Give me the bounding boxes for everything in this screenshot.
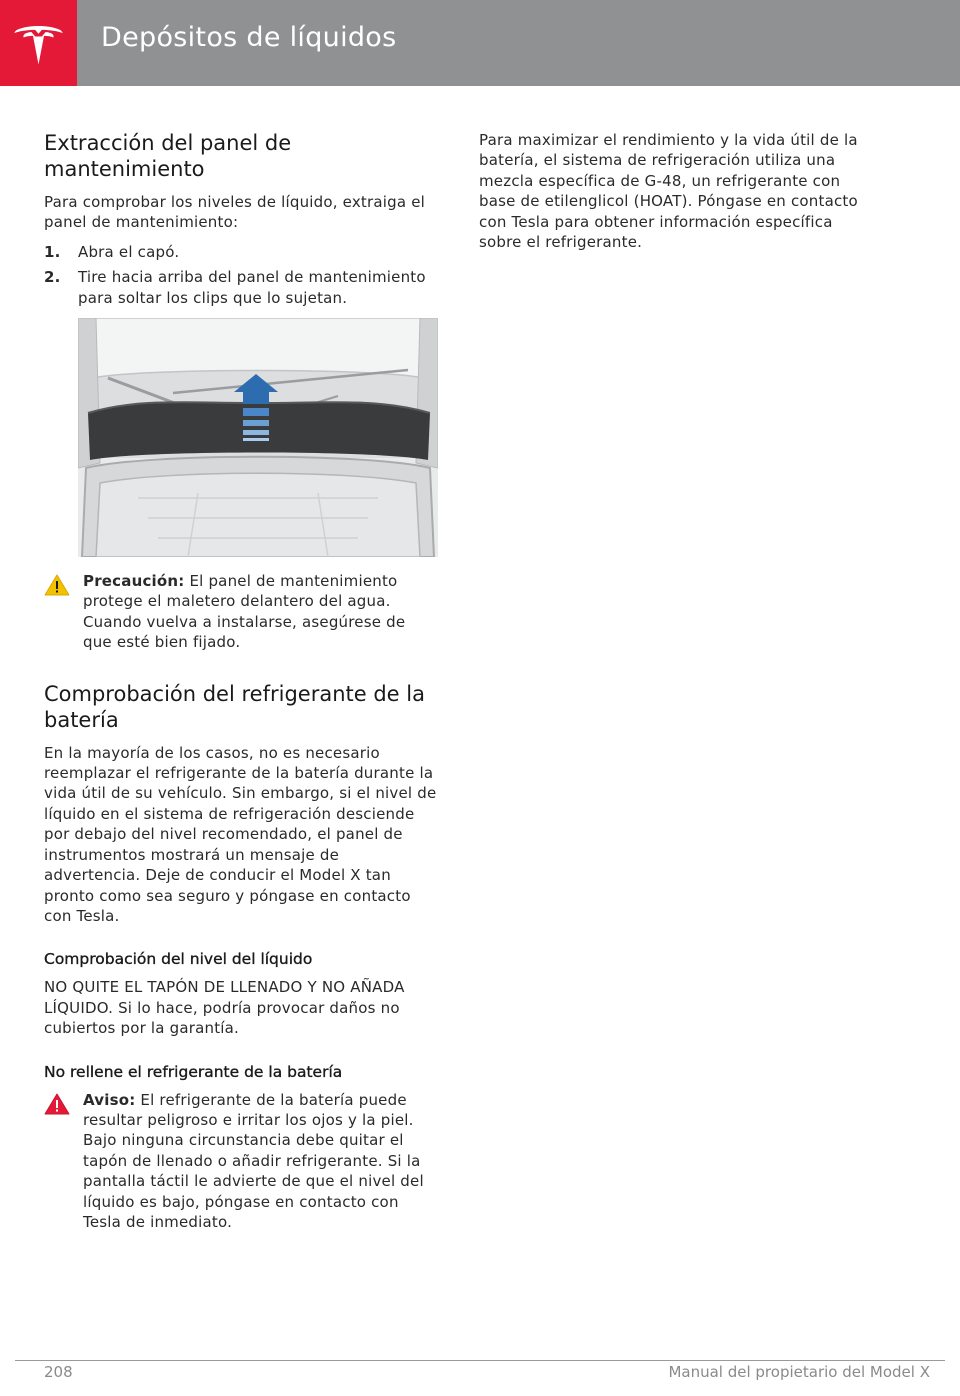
tesla-logo-icon <box>11 15 66 70</box>
caution-triangle-icon <box>44 574 70 596</box>
list-item <box>44 242 439 262</box>
logo-box <box>0 0 77 86</box>
step-number: 1. <box>44 242 61 261</box>
caution-label: Precaución: <box>83 572 185 591</box>
page-number: 208 <box>44 1363 73 1381</box>
left-column <box>44 130 439 1232</box>
frunk-illustration <box>78 318 438 557</box>
step-number: 2. <box>44 268 61 287</box>
section-title-service-panel: Extracción del panel de mantenimiento <box>44 131 292 181</box>
step-text: Tire hacia arriba del panel de mantenimiento para soltar los clips que lo sujetan. <box>78 268 426 307</box>
subsection-body: NO QUITE EL TAPÓN DE LLENADO Y NO AÑADA LÍQUIDO. Si lo hace, podría provocar daños no cubiertos por la garantía. <box>44 978 405 1038</box>
warning-note <box>44 1090 439 1233</box>
warning-label: Aviso: <box>83 1090 136 1109</box>
right-column <box>479 130 879 252</box>
list-item <box>44 267 439 308</box>
page-header <box>0 0 960 86</box>
caution-text: Precaución: El panel de mantenimiento protege el maletero delantero del agua. Cuando vuelva a instalarse, asegúrese de que esté bien fijado. <box>83 572 406 652</box>
steps-list <box>44 242 439 308</box>
page-title: Depósitos de líquidos <box>101 22 397 53</box>
caution-note <box>44 571 439 653</box>
footer-divider <box>15 1360 945 1361</box>
subsection-title-fluid-level: Comprobación del nivel del líquido <box>44 950 313 969</box>
subsection-title-do-not-refill: No rellene el refrigerante de la batería <box>44 1062 343 1081</box>
section-body: En la mayoría de los casos, no es necesario reemplazar el refrigerante de la batería durante la vida útil de su vehículo. Sin embargo, si el nivel de líquido en el sistema de refrigeración desciende por debajo del nivel recomendado, el panel de instrumentos mostrará un mensaje de advertencia. Deje de conducir el Model X tan pronto como sea seguro y póngase en contacto con Tesla. <box>44 743 437 925</box>
warning-triangle-icon <box>44 1093 70 1115</box>
section-intro: Para comprobar los niveles de líquido, extraiga el panel de mantenimiento: <box>44 193 426 232</box>
manual-title: Manual del propietario del Model X <box>668 1363 930 1381</box>
service-panel-illustration <box>78 318 438 557</box>
step-text: Abra el capó. <box>78 242 180 261</box>
warning-text: Aviso: El refrigerante de la batería puede resultar peligroso e irritar los ojos y la piel. Bajo ninguna circunstancia debe quitar el tapón de llenado o añadir refrigerante. Si la pantalla táctil le advierte de que el nivel del líquido es bajo, póngase en contacto con Tesla de inmediato. <box>83 1090 424 1231</box>
section-title-battery-coolant: Comprobación del refrigerante de la batería <box>44 681 425 732</box>
coolant-info-text: Para maximizar el rendimiento y la vida útil de la batería, el sistema de refrigeración utiliza una mezcla específica de G-48, un refrigerante con base de etilenglicol (HOAT). Póngase en contacto con Tesla para obtener información específica sobre el refrigerante. <box>479 131 858 252</box>
